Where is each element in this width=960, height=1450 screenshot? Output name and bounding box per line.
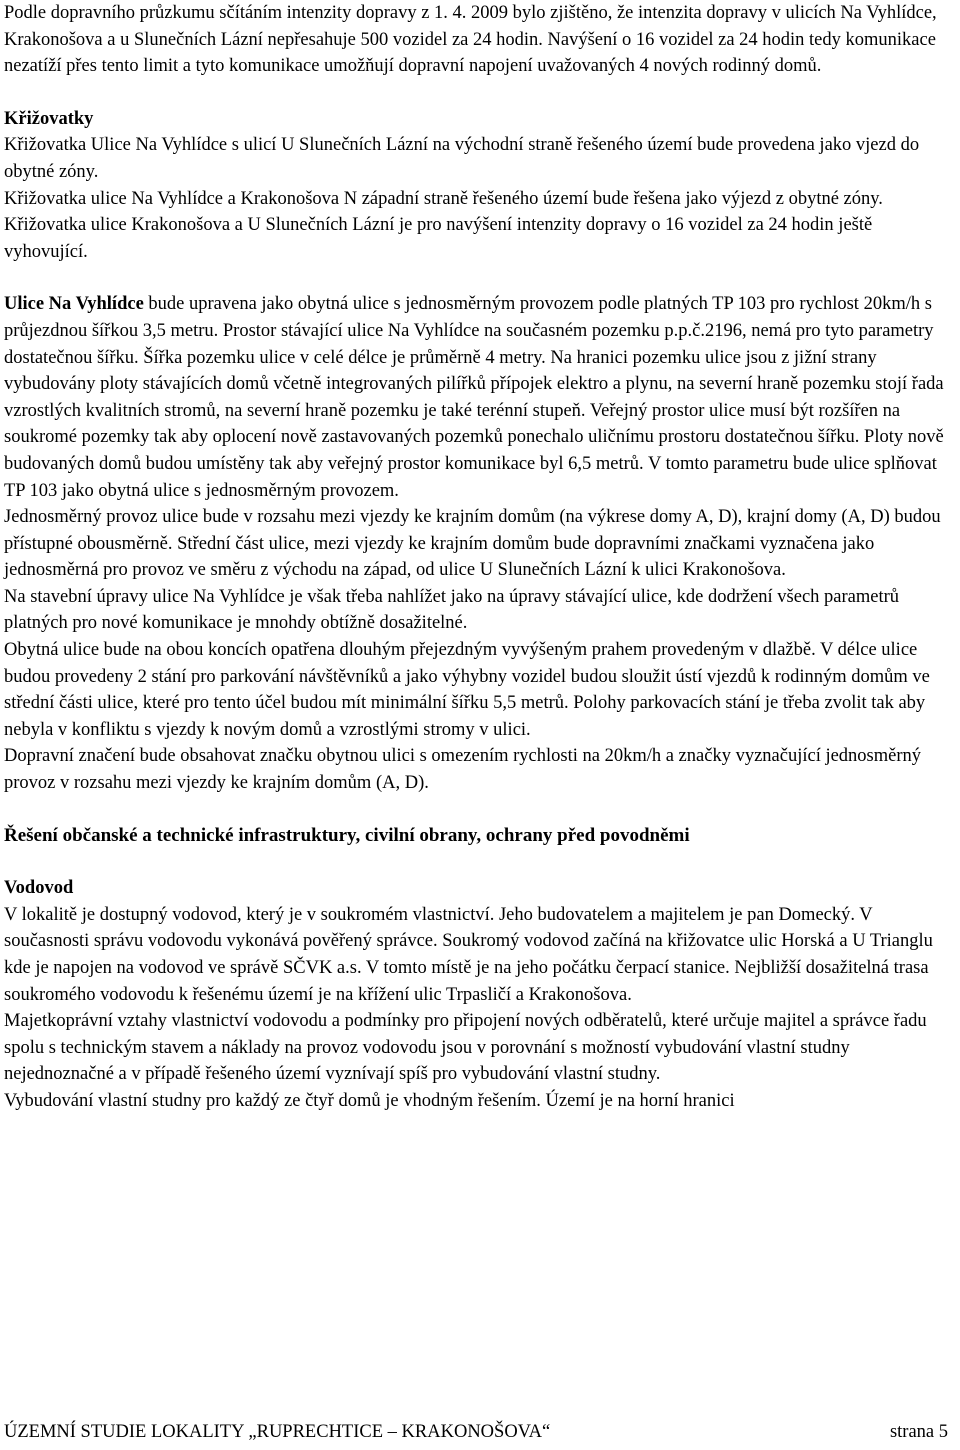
paragraph-stavebni-upravy: Na stavební úpravy ulice Na Vyhlídce je však třeba nahlížet jako na úpravy stávající ulice, kde dodržení všech parametrů platných pro nové komunikace je mnohdy obtížně dosažitelné.: [4, 586, 900, 634]
paragraph-jednosmerny-provoz: Jednosměrný provoz ulice bude v rozsahu mezi vjezdy ke krajním domům (na výkrese domy A, D), krajní domy (A, D) budou přístupné obousměrně. Střední část ulice, mezi vjezdy ke krajním domům bude dopravními značkami vyznačena jako jednosměrná pro provoz ve směru z východu na západ, od ulice U Slunečních Lázní k ulici Krakonošova.: [4, 507, 941, 581]
paragraph-dopravni-znaceni: Dopravní značení bude obsahovat značku obytnou ulici s omezením rychlosti na 20km/h a značky vyznačující jednosměrný provoz v rozsahu mezi vjezdy ke krajním domům (A, D).: [4, 746, 922, 794]
paragraph-intro: Podle dopravního průzkumu sčítáním intenzity dopravy z 1. 4. 2009 bylo zjištěno, že intenzita dopravy v ulicích Na Vyhlídce, Krakonošova a u Slunečních Lázní nepřesahuje 500 vozidel za 24 hodin. Navýšení o 16 vozidel za 24 hodin tedy komunikace nezatíží přes tento limit a tyto komunikace umožňují dopravní napojení uvažovaných 4 nových rodinný domů.: [4, 3, 937, 77]
paragraph-vodovod-3: Vybudování vlastní studny pro každý ze čtyř domů je vhodným řešením. Území je na horní hranici: [4, 1090, 735, 1111]
heading-reseni-infrastruktury: Řešení občanské a technické infrastruktury, civilní obrany, ochrany před povodněmi: [4, 824, 690, 846]
heading-krizovatky: Křižovatky: [4, 108, 94, 129]
paragraph-vodovod-1: V lokalitě je dostupný vodovod, který je v soukromém vlastnictví. Jeho budovatelem a majitelem je pan Domecký. V současnosti správu vodovodu vykonává pověřený správce. Soukromý vodovod začíná na křižovatce ulic Horská a U Trianglu kde je napojen na vodovod ve správě SČVK a.s. V tomto místě je na jeho počátku čerpací stanice. Nejbližší dosažitelná trasa soukromého vodovodu k řešenému území je na křížení ulic Trpasličí a Krakonošova.: [4, 904, 933, 1005]
paragraph-vodovod-2: Majetkoprávní vztahy vlastnictví vodovodu a podmínky pro připojení nových odběratelů, které určuje majitel a správce řadu spolu s technickým stavem a náklady na provoz vodovodu jsou v porovnání s možností vybudování vlastní studny nejednoznačné a v případě řešeného území vyznívají spíš pro vybudování vlastní studny.: [4, 1011, 927, 1085]
paragraph-ulice-na-vyhlidce: [4, 291, 956, 504]
paragraph-krizovatka-3: Křižovatka ulice Krakonošova a U Slunečních Lázní je pro navýšení intenzity dopravy o 16 vozidel za 24 hodin ještě vyhovující.: [4, 215, 873, 262]
spacer: [4, 265, 956, 291]
ulice-bold-lead: Ulice Na Vyhlídce: [4, 294, 144, 315]
paragraph-obytna-ulice: Obytná ulice bude na obou koncích opatřena dlouhým přejezdným vyvýšeným prahem provedeným v dlažbě. V délce ulice budou provedeny 2 stání pro parkování návštěvníků a jako výhybny vozidel budou sloužit ústí vjezdů k rodinným domům ve střední části ulice, které pro tento účel budou mít minimální šířku 5,5 metrů. Polohy parkovacích stání je třeba zvolit tak aby nebyla v konfliktu s vjezdy k novým domů a vzrostlými stromy v ulici.: [4, 640, 930, 740]
page-footer: [4, 1418, 954, 1446]
ulice-text: bude upravena jako obytná ulice s jednosměrným provozem podle platných TP 103 pro rychlost 20km/h s průjezdnou šířkou 3,5 metru. Prostor stávající ulice Na Vyhlídce na současném pozemku p.p.č.2196, nemá pro tyto parametry dostatečnou šířku. Šířka pozemku ulice v celé délce je průměrně 4 metry. Na hranici pozemku ulice jsou z jižní strany vybudovány ploty stávajících domů včetně integrovaných pilířků přípojek elektro a plynu, na severní hraně pozemku stojí řada vzrostlých kvalitních stromů, na severní hraně pozemku je také terénní stupeň. Veřejný prostor ulice musí být rozšířen na soukromé pozemky tak aby oplocení nově zastavovaných pozemků ponechalo uličnímu prostoru dostatečnou šířku. Ploty nově budovaných domů budou umístěny tak aby veřejný prostor komunikace byl 6,5 metrů. V tomto parametru bude ulice splňovat TP 103 jako obytná ulice s jednosměrným provozem.: [4, 294, 944, 501]
footer-page-number: strana 5: [889, 1422, 948, 1442]
paragraph-krizovatka-2: Křižovatka ulice Na Vyhlídce a Krakonošova N západní straně řešeného území bude řešena jako výjezd z obytné zóny.: [4, 188, 883, 209]
paragraph-krizovatka-1: Křižovatka Ulice Na Vyhlídce s ulicí U Slunečních Lázní na východní straně řešeného území bude provedena jako vjezd do obytné zóny.: [4, 135, 920, 182]
spacer: [4, 80, 956, 106]
spacer: [4, 849, 956, 875]
spacer: [4, 797, 956, 823]
footer-title: ÚZEMNÍ STUDIE LOKALITY „RUPRECHTICE – KRAKONOŠOVA“: [4, 1422, 551, 1442]
heading-vodovod: Vodovod: [4, 878, 74, 899]
